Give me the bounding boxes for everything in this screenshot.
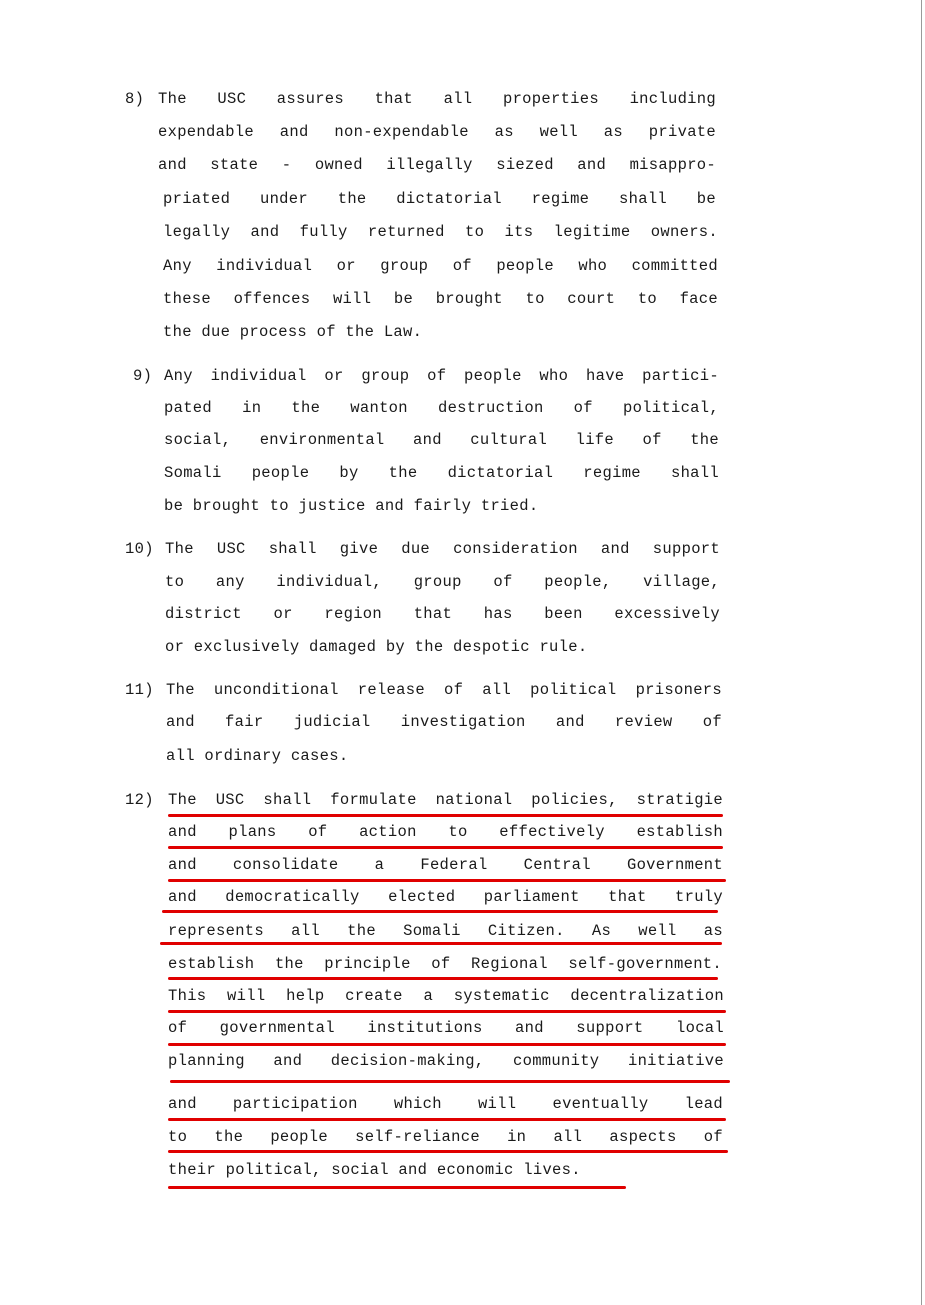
item-line: all ordinary cases. [166, 747, 349, 765]
item-line: their political, social and economic lives. [168, 1161, 581, 1179]
item-line: pated in the wanton destruction of political, [164, 399, 719, 417]
item-line: The USC shall formulate national policies, stratigie [168, 791, 723, 809]
item-line: to any individual, group of people, village, [165, 573, 720, 591]
red-underline [162, 910, 718, 913]
item-number: 11) [125, 681, 154, 699]
item-number: 9) [133, 367, 153, 385]
red-underline [168, 977, 718, 980]
red-underline [168, 1118, 726, 1121]
red-underline [160, 942, 722, 945]
red-underline [168, 814, 723, 817]
item-line: and participation which will eventually lead [168, 1095, 723, 1113]
item-line: the due process of the Law. [163, 323, 423, 341]
item-number: 12) [125, 791, 154, 809]
item-line: district or region that has been excessively [165, 605, 720, 623]
red-underline [168, 879, 726, 882]
item-line: and democratically elected parliament that truly [168, 888, 723, 906]
item-line: and consolidate a Federal Central Government [168, 856, 723, 874]
item-line: establish the principle of Regional self-government. [168, 955, 722, 973]
item-number: 10) [125, 540, 154, 558]
item-line: to the people self-reliance in all aspects of [168, 1128, 723, 1146]
item-line: The USC shall give due consideration and support [165, 540, 720, 558]
red-underline [168, 1186, 626, 1189]
page-edge [921, 0, 922, 1305]
red-underline [168, 1043, 726, 1046]
red-underline [168, 1010, 726, 1013]
item-line: be brought to justice and fairly tried. [164, 497, 539, 515]
item-number: 8) [125, 90, 145, 108]
red-underline [168, 1150, 728, 1153]
item-line: planning and decision-making, community initiative [168, 1052, 724, 1070]
item-line: The unconditional release of all political prisoners [166, 681, 722, 699]
item-line: Somali people by the dictatorial regime shall [164, 464, 719, 482]
item-line: Any individual or group of people who committed [163, 257, 718, 275]
item-line: priated under the dictatorial regime shall be [163, 190, 716, 208]
item-line: of governmental institutions and support local [168, 1019, 724, 1037]
item-line: these offences will be brought to court to face [163, 290, 718, 308]
item-line: and plans of action to effectively establish [168, 823, 723, 841]
item-line: and state - owned illegally siezed and misappro- [158, 156, 716, 174]
item-line: expendable and non-expendable as well as private [158, 123, 716, 141]
item-line: This will help create a systematic decentralization [168, 987, 724, 1005]
item-line: legally and fully returned to its legitime owners. [163, 223, 718, 241]
item-line: or exclusively damaged by the despotic rule. [165, 638, 588, 656]
item-line: social, environmental and cultural life of the [164, 431, 719, 449]
item-line: represents all the Somali Citizen. As well as [168, 922, 723, 940]
red-underline [170, 1080, 730, 1083]
item-line: Any individual or group of people who have partici- [164, 367, 719, 385]
item-line: The USC assures that all properties including [158, 90, 716, 108]
item-line: and fair judicial investigation and review of [166, 713, 722, 731]
red-underline [168, 846, 723, 849]
